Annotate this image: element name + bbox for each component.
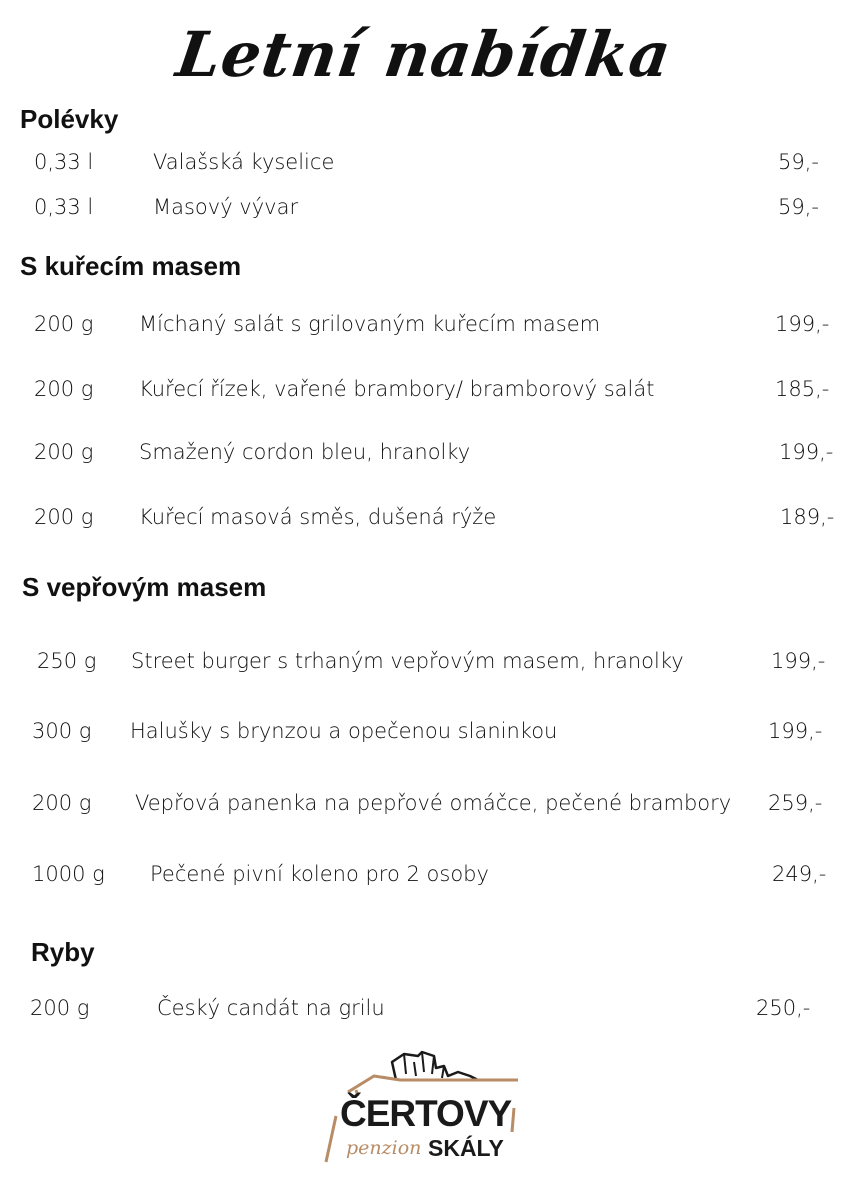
- item-name: Český candát na grilu: [157, 996, 385, 1020]
- item-price: 185,-: [775, 377, 830, 401]
- item-weight: 200 g: [32, 791, 92, 815]
- menu-item: [0, 862, 848, 902]
- item-weight: 200 g: [34, 312, 94, 336]
- item-name: Valašská kyselice: [153, 150, 335, 174]
- item-name: Smažený cordon bleu, hranolky: [139, 440, 471, 464]
- menu-item: [0, 996, 848, 1036]
- section-heading-pork: S vepřovým masem: [22, 572, 267, 602]
- item-price: 199,-: [768, 719, 823, 743]
- item-name: Míchaný salát s grilovaným kuřecím masem: [139, 312, 601, 336]
- menu-item: [0, 719, 848, 759]
- item-weight: 300 g: [32, 719, 92, 743]
- logo-brand-bottom: SKÁLY: [428, 1135, 504, 1161]
- item-price: 199,-: [779, 440, 834, 464]
- section-heading-chicken: S kuřecím masem: [20, 251, 242, 281]
- item-price: 250,-: [756, 996, 811, 1020]
- item-name: Kuřecí masová směs, dušená rýže: [139, 505, 497, 529]
- menu-item: [0, 440, 848, 480]
- item-weight: 200 g: [34, 505, 94, 529]
- menu-item: [0, 312, 848, 352]
- item-price: 249,-: [772, 862, 827, 886]
- item-weight: 200 g: [30, 996, 90, 1020]
- item-price: 259,-: [768, 791, 823, 815]
- item-weight: 200 g: [34, 377, 94, 401]
- item-name: Vepřová panenka na pepřové omáčce, pečené brambory: [135, 791, 732, 815]
- menu-item: [0, 791, 848, 831]
- item-price: 199,-: [775, 312, 830, 336]
- item-name: Pečené pivní koleno pro 2 osoby: [150, 862, 489, 886]
- menu-title: Letní nabídka: [172, 18, 676, 91]
- logo-brand-sub: penzion: [346, 1137, 422, 1159]
- section-heading-soups: Polévky: [20, 104, 119, 134]
- item-weight: 0,33 l: [34, 195, 94, 219]
- menu-item: [0, 195, 848, 235]
- menu-item: [0, 377, 848, 417]
- logo-brand-top: ČERTOVY: [340, 1093, 512, 1134]
- item-price: 199,-: [771, 649, 826, 673]
- penzion-logo: [318, 1050, 530, 1170]
- item-name: Kuřecí řízek, vařené brambory/ bramborový salát: [139, 377, 655, 401]
- item-name: Street burger s trhaným vepřovým masem, hranolky: [131, 649, 684, 673]
- menu-item: [0, 150, 848, 190]
- item-weight: 200 g: [34, 440, 94, 464]
- item-price: 59,-: [778, 150, 819, 174]
- item-weight: 250 g: [37, 649, 97, 673]
- section-heading-fish: Ryby: [31, 937, 95, 967]
- menu-item: [0, 505, 848, 545]
- menu-item: [0, 649, 848, 689]
- item-weight: 0,33 l: [34, 150, 94, 174]
- item-price: 59,-: [778, 195, 819, 219]
- item-price: 189,-: [780, 505, 835, 529]
- item-name: Halušky s brynzou a opečenou slaninkou: [130, 719, 558, 743]
- item-weight: 1000 g: [32, 862, 105, 886]
- item-name: Masový vývar: [153, 195, 299, 219]
